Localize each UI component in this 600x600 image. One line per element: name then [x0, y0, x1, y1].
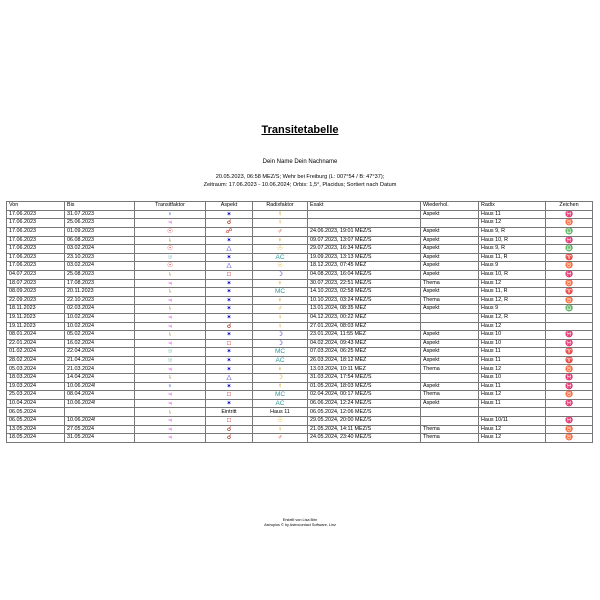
cell-exakt: 13.01.2024, 08:35 MEZ	[308, 305, 421, 314]
cell-radixfaktor: ♆	[253, 279, 308, 288]
cell-radixfaktor: ☽	[253, 270, 308, 279]
table-row	[7, 305, 593, 314]
cell-zeichen: ♈	[546, 253, 593, 262]
cell-transitfaktor: ♃	[135, 417, 206, 426]
table-row	[7, 288, 593, 297]
cell-aspekt: ✶	[206, 382, 253, 391]
table-row	[7, 253, 593, 262]
cell-wiederhol: Aspekt	[421, 382, 479, 391]
cell-zeichen: ♉	[546, 296, 593, 305]
cell-wiederhol	[421, 313, 479, 322]
cell-bis: 31.07.2023	[65, 210, 135, 219]
cell-radix: Haus 12, R	[479, 313, 546, 322]
cell-radix: Haus 10, R	[479, 270, 546, 279]
cell-aspekt: ☌	[206, 219, 253, 228]
cell-aspekt: △	[206, 245, 253, 254]
cell-radixfaktor: ☿	[253, 382, 308, 391]
page-title: Transitetabelle	[261, 124, 339, 136]
cell-bis: 10.06.2024!	[65, 417, 135, 426]
col-zeichen: Zeichen	[546, 202, 593, 211]
cell-transitfaktor: ♄	[135, 331, 206, 340]
cell-aspekt: ✶	[206, 305, 253, 314]
cell-aspekt: □	[206, 270, 253, 279]
cell-radixfaktor: ♀	[253, 425, 308, 434]
cell-radix: Haus 11	[479, 382, 546, 391]
cell-radixfaktor: AC	[253, 356, 308, 365]
cell-exakt: 31.03.2024, 17:54 MEZ/S	[308, 374, 421, 383]
cell-exakt: 27.01.2024, 08:03 MEZ	[308, 322, 421, 331]
cell-exakt: 24.05.2024, 23:40 MEZ/S	[308, 434, 421, 443]
cell-bis: 03.02.2024	[65, 262, 135, 271]
cell-aspekt: ✶	[206, 313, 253, 322]
cell-radixfaktor: ☽	[253, 331, 308, 340]
col-radix: Radix	[479, 202, 546, 211]
table-row	[7, 322, 593, 331]
cell-zeichen: ♓	[546, 331, 593, 340]
cell-radix: Haus 12	[479, 279, 546, 288]
cell-transitfaktor: ♃	[135, 434, 206, 443]
cell-radixfaktor: ♆	[253, 236, 308, 245]
cell-radix: Haus 12, R	[479, 296, 546, 305]
cell-exakt: 26.03.2024, 18:12 MEZ	[308, 356, 421, 365]
cell-zeichen: ♎	[546, 227, 593, 236]
table-row	[7, 339, 593, 348]
table-body	[7, 210, 593, 442]
cell-von: 06.05.2024	[7, 408, 65, 417]
cell-transitfaktor: ♃	[135, 296, 206, 305]
cell-transitfaktor: ♄	[135, 408, 206, 417]
cell-zeichen: ♓	[546, 417, 593, 426]
cell-zeichen	[546, 408, 593, 417]
table-row	[7, 210, 593, 219]
cell-radix	[479, 408, 546, 417]
cell-radix: Haus 11, R	[479, 253, 546, 262]
cell-exakt: 29.05.2024, 20:00 MEZ/S	[308, 417, 421, 426]
cell-exakt: 21.05.2024, 14:11 MEZ/S	[308, 425, 421, 434]
cell-exakt	[308, 210, 421, 219]
cell-transitfaktor: ♃	[135, 279, 206, 288]
cell-von: 08.01.2024	[7, 331, 65, 340]
cell-aspekt: ✶	[206, 356, 253, 365]
cell-wiederhol: Aspekt	[421, 339, 479, 348]
cell-radixfaktor: ♂	[253, 305, 308, 314]
cell-exakt: 23.01.2024, 11:55 MEZ	[308, 331, 421, 340]
cell-aspekt: □	[206, 417, 253, 426]
cell-bis: 22.04.2024	[65, 348, 135, 357]
cell-bis: 10.02.2024	[65, 322, 135, 331]
cell-radixfaktor: MC	[253, 348, 308, 357]
cell-bis: 10.06.2024!	[65, 382, 135, 391]
cell-radixfaktor: AC	[253, 399, 308, 408]
cell-aspekt: □	[206, 339, 253, 348]
cell-zeichen: ♉	[546, 365, 593, 374]
cell-zeichen: ♓	[546, 374, 593, 383]
cell-zeichen: ♎	[546, 245, 593, 254]
cell-bis: 03.02.2024	[65, 245, 135, 254]
cell-von: 17.06.2023	[7, 262, 65, 271]
table-row	[7, 313, 593, 322]
cell-von: 17.06.2023	[7, 210, 65, 219]
cell-von: 28.02.2024	[7, 356, 65, 365]
cell-aspekt: ✶	[206, 365, 253, 374]
cell-radixfaktor: ☉	[253, 245, 308, 254]
cell-aspekt: ✶	[206, 399, 253, 408]
cell-wiederhol	[421, 219, 479, 228]
cell-transitfaktor: ♅	[135, 348, 206, 357]
cell-transitfaktor: ♆	[135, 210, 206, 219]
cell-radix: Haus 11	[479, 356, 546, 365]
cell-wiederhol: Aspekt	[421, 305, 479, 314]
cell-transitfaktor: ♄	[135, 288, 206, 297]
table-row	[7, 331, 593, 340]
table-row	[7, 356, 593, 365]
cell-von: 22.01.2024	[7, 339, 65, 348]
cell-zeichen: ♉	[546, 262, 593, 271]
cell-wiederhol: Aspekt	[421, 227, 479, 236]
table-row	[7, 279, 593, 288]
cell-bis: 21.03.2024	[65, 365, 135, 374]
table-row	[7, 408, 593, 417]
cell-bis: 02.03.2024	[65, 305, 135, 314]
cell-wiederhol: Aspekt	[421, 356, 479, 365]
cell-transitfaktor: ♃	[135, 425, 206, 434]
col-bis: Bis	[65, 202, 135, 211]
cell-exakt: 07.03.2024, 06:25 MEZ	[308, 348, 421, 357]
cell-exakt: 09.07.2023, 13:07 MEZ/S	[308, 236, 421, 245]
cell-aspekt: ☌	[206, 322, 253, 331]
cell-wiederhol: Aspekt	[421, 210, 479, 219]
cell-von: 19.11.2023	[7, 313, 65, 322]
cell-zeichen: ♓	[546, 339, 593, 348]
cell-transitfaktor: ♄	[135, 374, 206, 383]
cell-aspekt: ☌	[206, 434, 253, 443]
cell-von: 10.04.2024	[7, 399, 65, 408]
cell-zeichen: ♉	[546, 425, 593, 434]
cell-aspekt: ✶	[206, 253, 253, 262]
cell-bis: 01.09.2023	[65, 227, 135, 236]
cell-zeichen: ♉	[546, 391, 593, 400]
cell-exakt: 06.05.2024, 12:06 MEZ/S	[308, 408, 421, 417]
chart-info	[0, 173, 600, 189]
cell-bis: 14.04.2024	[65, 374, 135, 383]
table-row	[7, 270, 593, 279]
cell-exakt: 29.07.2023, 16:34 MEZ/S	[308, 245, 421, 254]
cell-bis: 25.06.2023	[65, 219, 135, 228]
cell-transitfaktor: ♃	[135, 322, 206, 331]
table-row	[7, 382, 593, 391]
cell-von: 04.07.2023	[7, 270, 65, 279]
cell-radix: Haus 11	[479, 348, 546, 357]
cell-von: 17.06.2023	[7, 245, 65, 254]
cell-wiederhol: Aspekt	[421, 288, 479, 297]
cell-zeichen	[546, 322, 593, 331]
cell-exakt: 02.04.2024, 00:17 MEZ/S	[308, 391, 421, 400]
cell-radix: Haus 12	[479, 434, 546, 443]
info-line-period: Zeitraum: 17.06.2023 - 10.06.2024; Orbis: 1,5°, Placidus; Sortiert nach Datum	[203, 182, 397, 188]
cell-von: 17.06.2023	[7, 253, 65, 262]
cell-wiederhol: Thema	[421, 279, 479, 288]
cell-wiederhol: Aspekt	[421, 331, 479, 340]
cell-transitfaktor: ♃	[135, 399, 206, 408]
footer	[0, 518, 600, 528]
cell-radixfaktor: ♂	[253, 434, 308, 443]
cell-wiederhol: Aspekt	[421, 270, 479, 279]
cell-radixfaktor: ♆	[253, 296, 308, 305]
cell-aspekt: ✶	[206, 210, 253, 219]
cell-bis	[65, 408, 135, 417]
table-row	[7, 399, 593, 408]
cell-radixfaktor: ☉	[253, 262, 308, 271]
cell-wiederhol: Aspekt	[421, 262, 479, 271]
col-wiederhol: Wiederhol.	[421, 202, 479, 211]
cell-von: 25.03.2024	[7, 391, 65, 400]
cell-radix: Haus 10/11	[479, 417, 546, 426]
cell-zeichen: ♎	[546, 305, 593, 314]
cell-wiederhol: Aspekt	[421, 399, 479, 408]
cell-exakt: 18.12.2023, 07:45 MEZ	[308, 262, 421, 271]
cell-radix: Haus 10, R	[479, 236, 546, 245]
cell-exakt: 14.10.2023, 02:58 MEZ/S	[308, 288, 421, 297]
info-line-birth: 20.05.2023, 06:58 MEZ/S; Wehr bei Freiburg (L: 007°54 / B: 47°37);	[215, 174, 385, 180]
cell-transitfaktor: ♃	[135, 391, 206, 400]
cell-exakt	[308, 219, 421, 228]
table-row	[7, 296, 593, 305]
cell-wiederhol	[421, 408, 479, 417]
cell-radixfaktor: ♂	[253, 227, 308, 236]
cell-bis: 10.06.2024!	[65, 399, 135, 408]
cell-exakt: 10.10.2023, 03:24 MEZ/S	[308, 296, 421, 305]
cell-radixfaktor: Haus 11	[253, 408, 308, 417]
cell-radixfaktor: ☿	[253, 210, 308, 219]
cell-aspekt: ✶	[206, 331, 253, 340]
cell-transitfaktor: ♄	[135, 236, 206, 245]
cell-radixfaktor: ♀	[253, 219, 308, 228]
cell-zeichen: ♓	[546, 236, 593, 245]
cell-radixfaktor: AC	[253, 253, 308, 262]
cell-exakt: 30.07.2023, 22:51 MEZ/S	[308, 279, 421, 288]
cell-radix: Haus 11, R	[479, 288, 546, 297]
cell-von: 19.03.2024	[7, 382, 65, 391]
cell-von: 17.06.2023	[7, 236, 65, 245]
cell-radix: Haus 10	[479, 331, 546, 340]
cell-aspekt: △	[206, 374, 253, 383]
table-row	[7, 391, 593, 400]
col-von: Von	[7, 202, 65, 211]
cell-bis: 08.04.2024	[65, 391, 135, 400]
table-row	[7, 365, 593, 374]
cell-zeichen: ♉	[546, 219, 593, 228]
cell-bis: 22.10.2023	[65, 296, 135, 305]
cell-radix: Haus 12	[479, 391, 546, 400]
col-radixfaktor: Radixfaktor	[253, 202, 308, 211]
cell-wiederhol: Thema	[421, 365, 479, 374]
cell-zeichen: ♈	[546, 356, 593, 365]
cell-aspekt: ✶	[206, 348, 253, 357]
person-name: Dein Name Dein Nachname	[262, 159, 338, 165]
cell-radix: Haus 10	[479, 339, 546, 348]
cell-bis: 21.04.2024	[65, 356, 135, 365]
cell-zeichen: ♈	[546, 288, 593, 297]
cell-exakt: 01.05.2024, 18:03 MEZ/S	[308, 382, 421, 391]
cell-radix: Haus 12	[479, 365, 546, 374]
cell-wiederhol	[421, 322, 479, 331]
cell-von: 19.11.2023	[7, 322, 65, 331]
cell-radixfaktor: ☽	[253, 339, 308, 348]
cell-transitfaktor: ♃	[135, 219, 206, 228]
cell-radix: Haus 10	[479, 374, 546, 383]
cell-radixfaktor: ♆	[253, 365, 308, 374]
cell-wiederhol: Thema	[421, 425, 479, 434]
cell-von: 06.05.2024	[7, 417, 65, 426]
table-row	[7, 434, 593, 443]
cell-exakt: 19.09.2023, 13:13 MEZ/S	[308, 253, 421, 262]
cell-exakt: 04.12.2023, 00:22 MEZ	[308, 313, 421, 322]
transit-table	[6, 201, 593, 443]
cell-aspekt: ✶	[206, 288, 253, 297]
cell-bis: 25.08.2023	[65, 270, 135, 279]
cell-bis: 16.02.2024	[65, 339, 135, 348]
cell-von: 18.11.2023	[7, 305, 65, 314]
cell-radix: Haus 12	[479, 219, 546, 228]
cell-von: 22.09.2023	[7, 296, 65, 305]
cell-zeichen: ♓	[546, 210, 593, 219]
cell-radixfaktor: ♀	[253, 322, 308, 331]
cell-zeichen: ♉	[546, 434, 593, 443]
cell-radix: Haus 11	[479, 399, 546, 408]
cell-radixfaktor: MC	[253, 391, 308, 400]
cell-transitfaktor: ☉	[135, 227, 206, 236]
cell-von: 18.05.2024	[7, 434, 65, 443]
cell-bis: 27.05.2024	[65, 425, 135, 434]
cell-wiederhol	[421, 374, 479, 383]
cell-radix: Haus 9, R	[479, 227, 546, 236]
col-exakt: Exakt	[308, 202, 421, 211]
cell-zeichen: ♓	[546, 382, 593, 391]
cell-aspekt: ✶	[206, 296, 253, 305]
table-row	[7, 236, 593, 245]
table-row	[7, 262, 593, 271]
cell-von: 17.06.2023	[7, 227, 65, 236]
cell-transitfaktor: ♄	[135, 305, 206, 314]
cell-exakt: 04.08.2023, 16:04 MEZ/S	[308, 270, 421, 279]
cell-wiederhol: Aspekt	[421, 348, 479, 357]
cell-bis: 10.02.2024	[65, 313, 135, 322]
cell-exakt: 24.06.2023, 19:01 MEZ/S	[308, 227, 421, 236]
cell-zeichen: ♉	[546, 279, 593, 288]
cell-aspekt: ✶	[206, 279, 253, 288]
cell-von: 18.03.2024	[7, 374, 65, 383]
cell-von: 01.02.2024	[7, 348, 65, 357]
cell-transitfaktor: ♄	[135, 270, 206, 279]
cell-aspekt: ✶	[206, 236, 253, 245]
cell-wiederhol	[421, 417, 479, 426]
footer-author: Erstellt von Lisa Brin	[282, 518, 318, 522]
cell-radixfaktor: ♀	[253, 313, 308, 322]
cell-von: 05.03.2024	[7, 365, 65, 374]
table-row	[7, 348, 593, 357]
cell-bis: 20.11.2023	[65, 288, 135, 297]
cell-radixfaktor: ☽	[253, 374, 308, 383]
cell-zeichen: ♓	[546, 399, 593, 408]
cell-radix: Haus 9	[479, 262, 546, 271]
table-row	[7, 227, 593, 236]
cell-radix: Haus 11	[479, 210, 546, 219]
cell-zeichen	[546, 313, 593, 322]
table-row	[7, 417, 593, 426]
col-transitfaktor: Transitfaktor	[135, 202, 206, 211]
cell-exakt: 13.03.2024, 10:11 MEZ	[308, 365, 421, 374]
cell-transitfaktor: ♆	[135, 382, 206, 391]
cell-radixfaktor: ☉	[253, 417, 308, 426]
cell-radix: Haus 12	[479, 425, 546, 434]
footer-copyright: Astroplus © by Astrocontact Software, Linz	[264, 523, 336, 527]
cell-radixfaktor: MC	[253, 288, 308, 297]
cell-zeichen: ♈	[546, 348, 593, 357]
cell-zeichen: ♓	[546, 270, 593, 279]
cell-exakt: 06.06.2024, 12:24 MEZ/S	[308, 399, 421, 408]
table-row	[7, 219, 593, 228]
cell-wiederhol: Aspekt	[421, 236, 479, 245]
cell-transitfaktor: ☉	[135, 262, 206, 271]
table-row	[7, 245, 593, 254]
cell-transitfaktor: ♅	[135, 356, 206, 365]
cell-aspekt: Eintritt	[206, 408, 253, 417]
cell-von: 17.06.2023	[7, 219, 65, 228]
cell-bis: 05.02.2024	[65, 331, 135, 340]
cell-von: 08.09.2023	[7, 288, 65, 297]
cell-wiederhol: Aspekt	[421, 245, 479, 254]
cell-transitfaktor: ♅	[135, 253, 206, 262]
cell-transitfaktor: ♃	[135, 365, 206, 374]
cell-transitfaktor: ☉	[135, 245, 206, 254]
cell-bis: 23.10.2023	[65, 253, 135, 262]
cell-bis: 17.08.2023	[65, 279, 135, 288]
cell-wiederhol: Thema	[421, 296, 479, 305]
table-header-row	[7, 202, 593, 211]
cell-bis: 31.05.2024	[65, 434, 135, 443]
cell-wiederhol: Thema	[421, 391, 479, 400]
cell-radix: Haus 9	[479, 305, 546, 314]
table-row	[7, 374, 593, 383]
col-aspekt: Aspekt	[206, 202, 253, 211]
cell-bis: 06.08.2023	[65, 236, 135, 245]
cell-aspekt: △	[206, 262, 253, 271]
cell-aspekt: ☌	[206, 425, 253, 434]
cell-wiederhol: Thema	[421, 434, 479, 443]
table-row	[7, 425, 593, 434]
cell-wiederhol: Aspekt	[421, 253, 479, 262]
cell-von: 18.07.2023	[7, 279, 65, 288]
cell-radix: Haus 12	[479, 322, 546, 331]
cell-exakt: 04.02.2024, 09:43 MEZ	[308, 339, 421, 348]
cell-transitfaktor: ♃	[135, 313, 206, 322]
cell-transitfaktor: ♃	[135, 339, 206, 348]
cell-aspekt: ☍	[206, 227, 253, 236]
cell-radix: Haus 9, R	[479, 245, 546, 254]
cell-von: 13.05.2024	[7, 425, 65, 434]
cell-aspekt: □	[206, 391, 253, 400]
